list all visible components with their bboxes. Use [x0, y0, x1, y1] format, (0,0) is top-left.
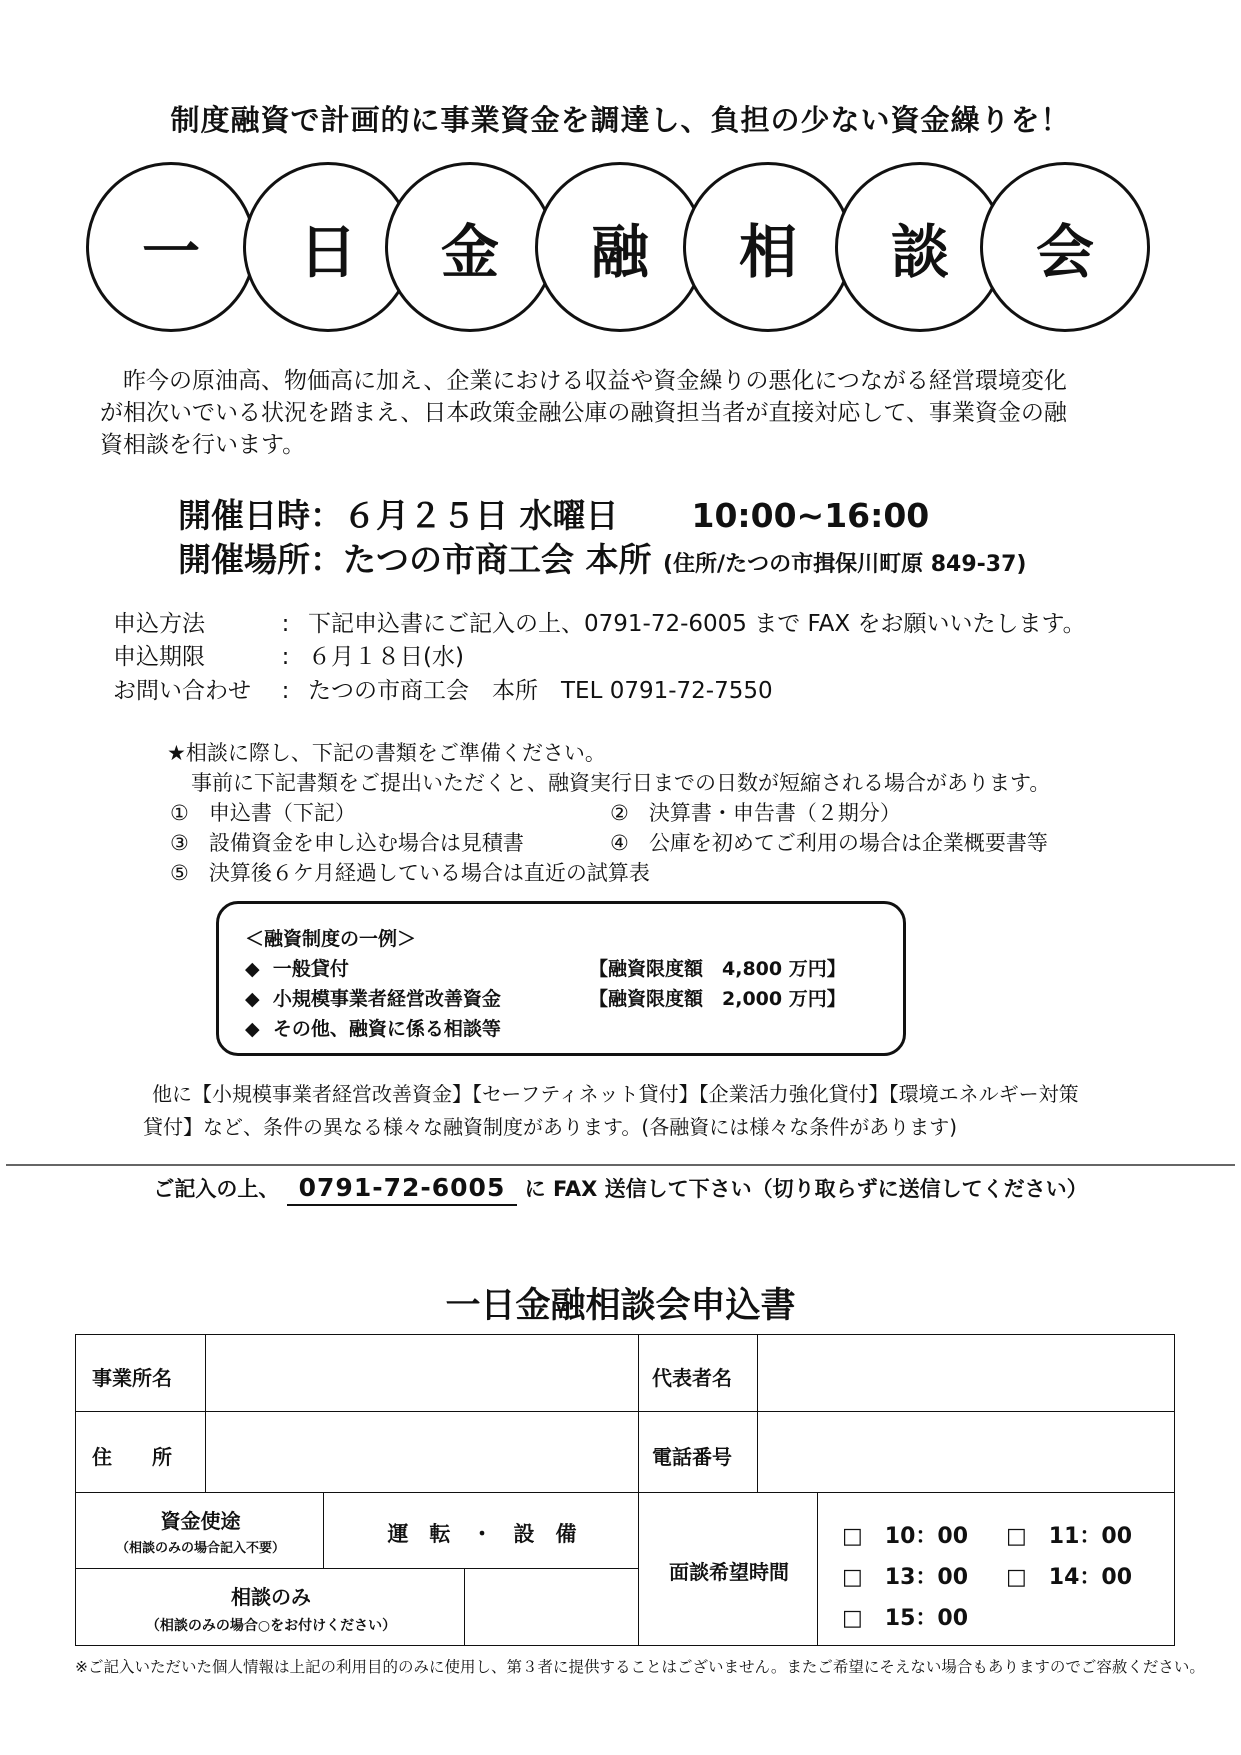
diamond-bullet-icon: ◆	[245, 1018, 260, 1040]
fax-suffix: に FAX 送信して下さい（切り取らずに送信してください）	[524, 1177, 1088, 1201]
other-loans-line: 貸付】など、条件の異なる様々な融資制度があります。(各融資には様々な条件があります)	[143, 1115, 958, 1139]
diamond-bullet-icon: ◆	[245, 958, 260, 980]
time-option-checkbox[interactable]: □ 11：00	[1006, 1524, 1133, 1549]
loan-examples-title: ＜融資制度の一例＞	[245, 928, 417, 950]
application-contact-label: お問い合わせ	[113, 678, 251, 704]
address-label-cell	[75, 1411, 206, 1493]
interview-time-label-cell	[638, 1492, 818, 1646]
event-place-label: 開催場所：	[178, 540, 343, 579]
address-field[interactable]	[205, 1411, 639, 1493]
event-date-value: ６月２５日 水曜日	[343, 496, 619, 535]
time-option-checkbox[interactable]: □ 10：00	[842, 1524, 969, 1549]
title-char-circle: 相	[683, 162, 853, 332]
fund-use-note: （相談のみの場合記入不要）	[115, 1541, 285, 1556]
loan-example-limit: 【融資限度額 4,800 万円】	[589, 958, 846, 980]
loan-example-item	[245, 954, 349, 981]
intro-line: が相次いでいる状況を踏まえ、日本政策金融公庫の融資担当者が直接対応して、事業資金の融	[100, 400, 1067, 426]
application-deadline-value: ６月１８日(水)	[308, 644, 464, 670]
loan-example-item	[245, 984, 501, 1011]
phone-field[interactable]	[757, 1411, 1175, 1493]
other-loans-note	[143, 1078, 1183, 1144]
document-item-text: 設備資金を申し込む場合は見積書	[208, 831, 524, 855]
interview-time-options-cell	[817, 1492, 1175, 1646]
interview-time-label: 面談希望時間	[669, 1560, 789, 1584]
representative-field[interactable]	[757, 1334, 1175, 1412]
consult-only-label: 相談のみ	[231, 1585, 311, 1609]
document-item-num: ③	[170, 831, 189, 855]
loan-example-name: その他、融資に係る相談等	[272, 1018, 501, 1040]
privacy-footnote: ※ご記入いただいた個人情報は上記の利用目的のみに使用し、第３者に提供することはございません。またご希望にそえない場合もありますのでご容赦ください。	[75, 1658, 1205, 1676]
representative-label: 代表者名	[652, 1366, 732, 1390]
document-item-text: 決算後６ケ月経過している場合は直近の試算表	[208, 861, 650, 885]
intro-paragraph	[100, 365, 1160, 461]
document-item	[170, 797, 356, 827]
document-item	[610, 827, 1048, 857]
tagline: 制度融資で計画的に事業資金を調達し、負担の少ない資金繰りを！	[170, 103, 1071, 137]
application-deadline-label: 申込期限	[113, 644, 205, 670]
document-item-num: ⑤	[170, 861, 189, 885]
documents-note: 事前に下記書類をご提出いただくと、融資実行日までの日数が短縮される場合があります。	[191, 771, 1051, 795]
document-item	[610, 797, 901, 827]
document-item-num: ②	[610, 801, 629, 825]
loan-example-item	[245, 1014, 501, 1041]
document-item-text: 公庫を初めてご利用の場合は企業概要書等	[648, 831, 1048, 855]
fund-use-options-cell[interactable]	[323, 1492, 639, 1569]
title-char-circle: 融	[535, 162, 705, 332]
event-date-label: 開催日時：	[178, 496, 343, 535]
business-name-label-cell	[75, 1334, 206, 1412]
application-method-label: 申込方法	[113, 611, 205, 637]
application-contact-colon: :	[281, 678, 290, 704]
event-date	[178, 490, 929, 537]
time-option-checkbox[interactable]: □ 14：00	[1006, 1565, 1133, 1590]
intro-line: 昨今の原油高、物価高に加え、企業における収益や資金繰りの悪化につながる経営環境変化	[123, 368, 1067, 394]
fax-prefix: ご記入の上、	[153, 1177, 280, 1201]
application-contact-value: たつの市商工会 本所 TEL 0791-72-7550	[308, 678, 773, 704]
application-deadline	[113, 638, 464, 671]
time-option-checkbox[interactable]: □ 13：00	[842, 1565, 969, 1590]
phone-label-cell	[638, 1411, 758, 1493]
event-place-value: たつの市商工会 本所	[343, 540, 652, 579]
document-item-text: 決算書・申告書（２期分）	[648, 801, 901, 825]
loan-example-name: 小規模事業者経営改善資金	[272, 988, 501, 1010]
fund-use-options: 運 転 ・ 設 備	[387, 1522, 577, 1546]
representative-label-cell	[638, 1334, 758, 1412]
event-place-address: (住所/たつの市揖保川町原 849-37)	[663, 552, 1027, 577]
document-item-num: ①	[170, 801, 189, 825]
documents-heading: ★相談に際し、下記の書類をご準備ください。	[167, 741, 606, 765]
application-method-value: 下記申込書にご記入の上、0791-72-6005 まで FAX をお願いいたします。	[308, 611, 1086, 637]
diamond-bullet-icon: ◆	[245, 988, 260, 1010]
fax-number: 0791-72-6005	[287, 1173, 518, 1206]
time-option-checkbox[interactable]: □ 15：00	[842, 1606, 969, 1631]
title-char-circle: 金	[385, 162, 555, 332]
fund-use-label: 資金使途	[160, 1509, 241, 1533]
document-item	[170, 857, 650, 887]
title-char-circle: 日	[243, 162, 413, 332]
business-name-label: 事業所名	[92, 1366, 172, 1390]
form-title: 一日金融相談会申込書	[445, 1286, 796, 1326]
intro-line: 資相談を行います。	[100, 432, 306, 458]
application-method-colon: :	[281, 611, 290, 637]
cut-line	[6, 1164, 1235, 1166]
document-item-text: 申込書（下記）	[208, 801, 356, 825]
loan-example-limit: 【融資限度額 2,000 万円】	[589, 988, 846, 1010]
application-contact	[113, 672, 773, 705]
loan-example-name: 一般貸付	[272, 958, 349, 980]
fund-use-label-cell	[75, 1492, 324, 1569]
phone-label: 電話番号	[652, 1445, 732, 1469]
title-char-circle: 一	[86, 162, 256, 332]
consult-only-field[interactable]	[464, 1568, 639, 1646]
business-name-field[interactable]	[205, 1334, 639, 1412]
event-place	[178, 534, 1026, 581]
document-item	[170, 827, 524, 857]
application-method	[113, 605, 1086, 638]
document-item-num: ④	[610, 831, 629, 855]
title-char-circle: 談	[835, 162, 1005, 332]
loan-examples-box	[216, 901, 906, 1056]
consult-only-note: （相談のみの場合○をお付けください）	[145, 1618, 397, 1634]
application-deadline-colon: :	[281, 644, 290, 670]
address-label: 住 所	[92, 1445, 172, 1469]
fax-instruction	[0, 1173, 1241, 1206]
consult-only-label-cell	[75, 1568, 465, 1646]
title-char-circle: 会	[980, 162, 1150, 332]
event-time-value: 10:00~16:00	[691, 496, 930, 535]
other-loans-line: 他に【小規模事業者経営改善資金】【セーフティネット貸付】【企業活力強化貸付】【環境エネルギー対策	[152, 1082, 1079, 1106]
